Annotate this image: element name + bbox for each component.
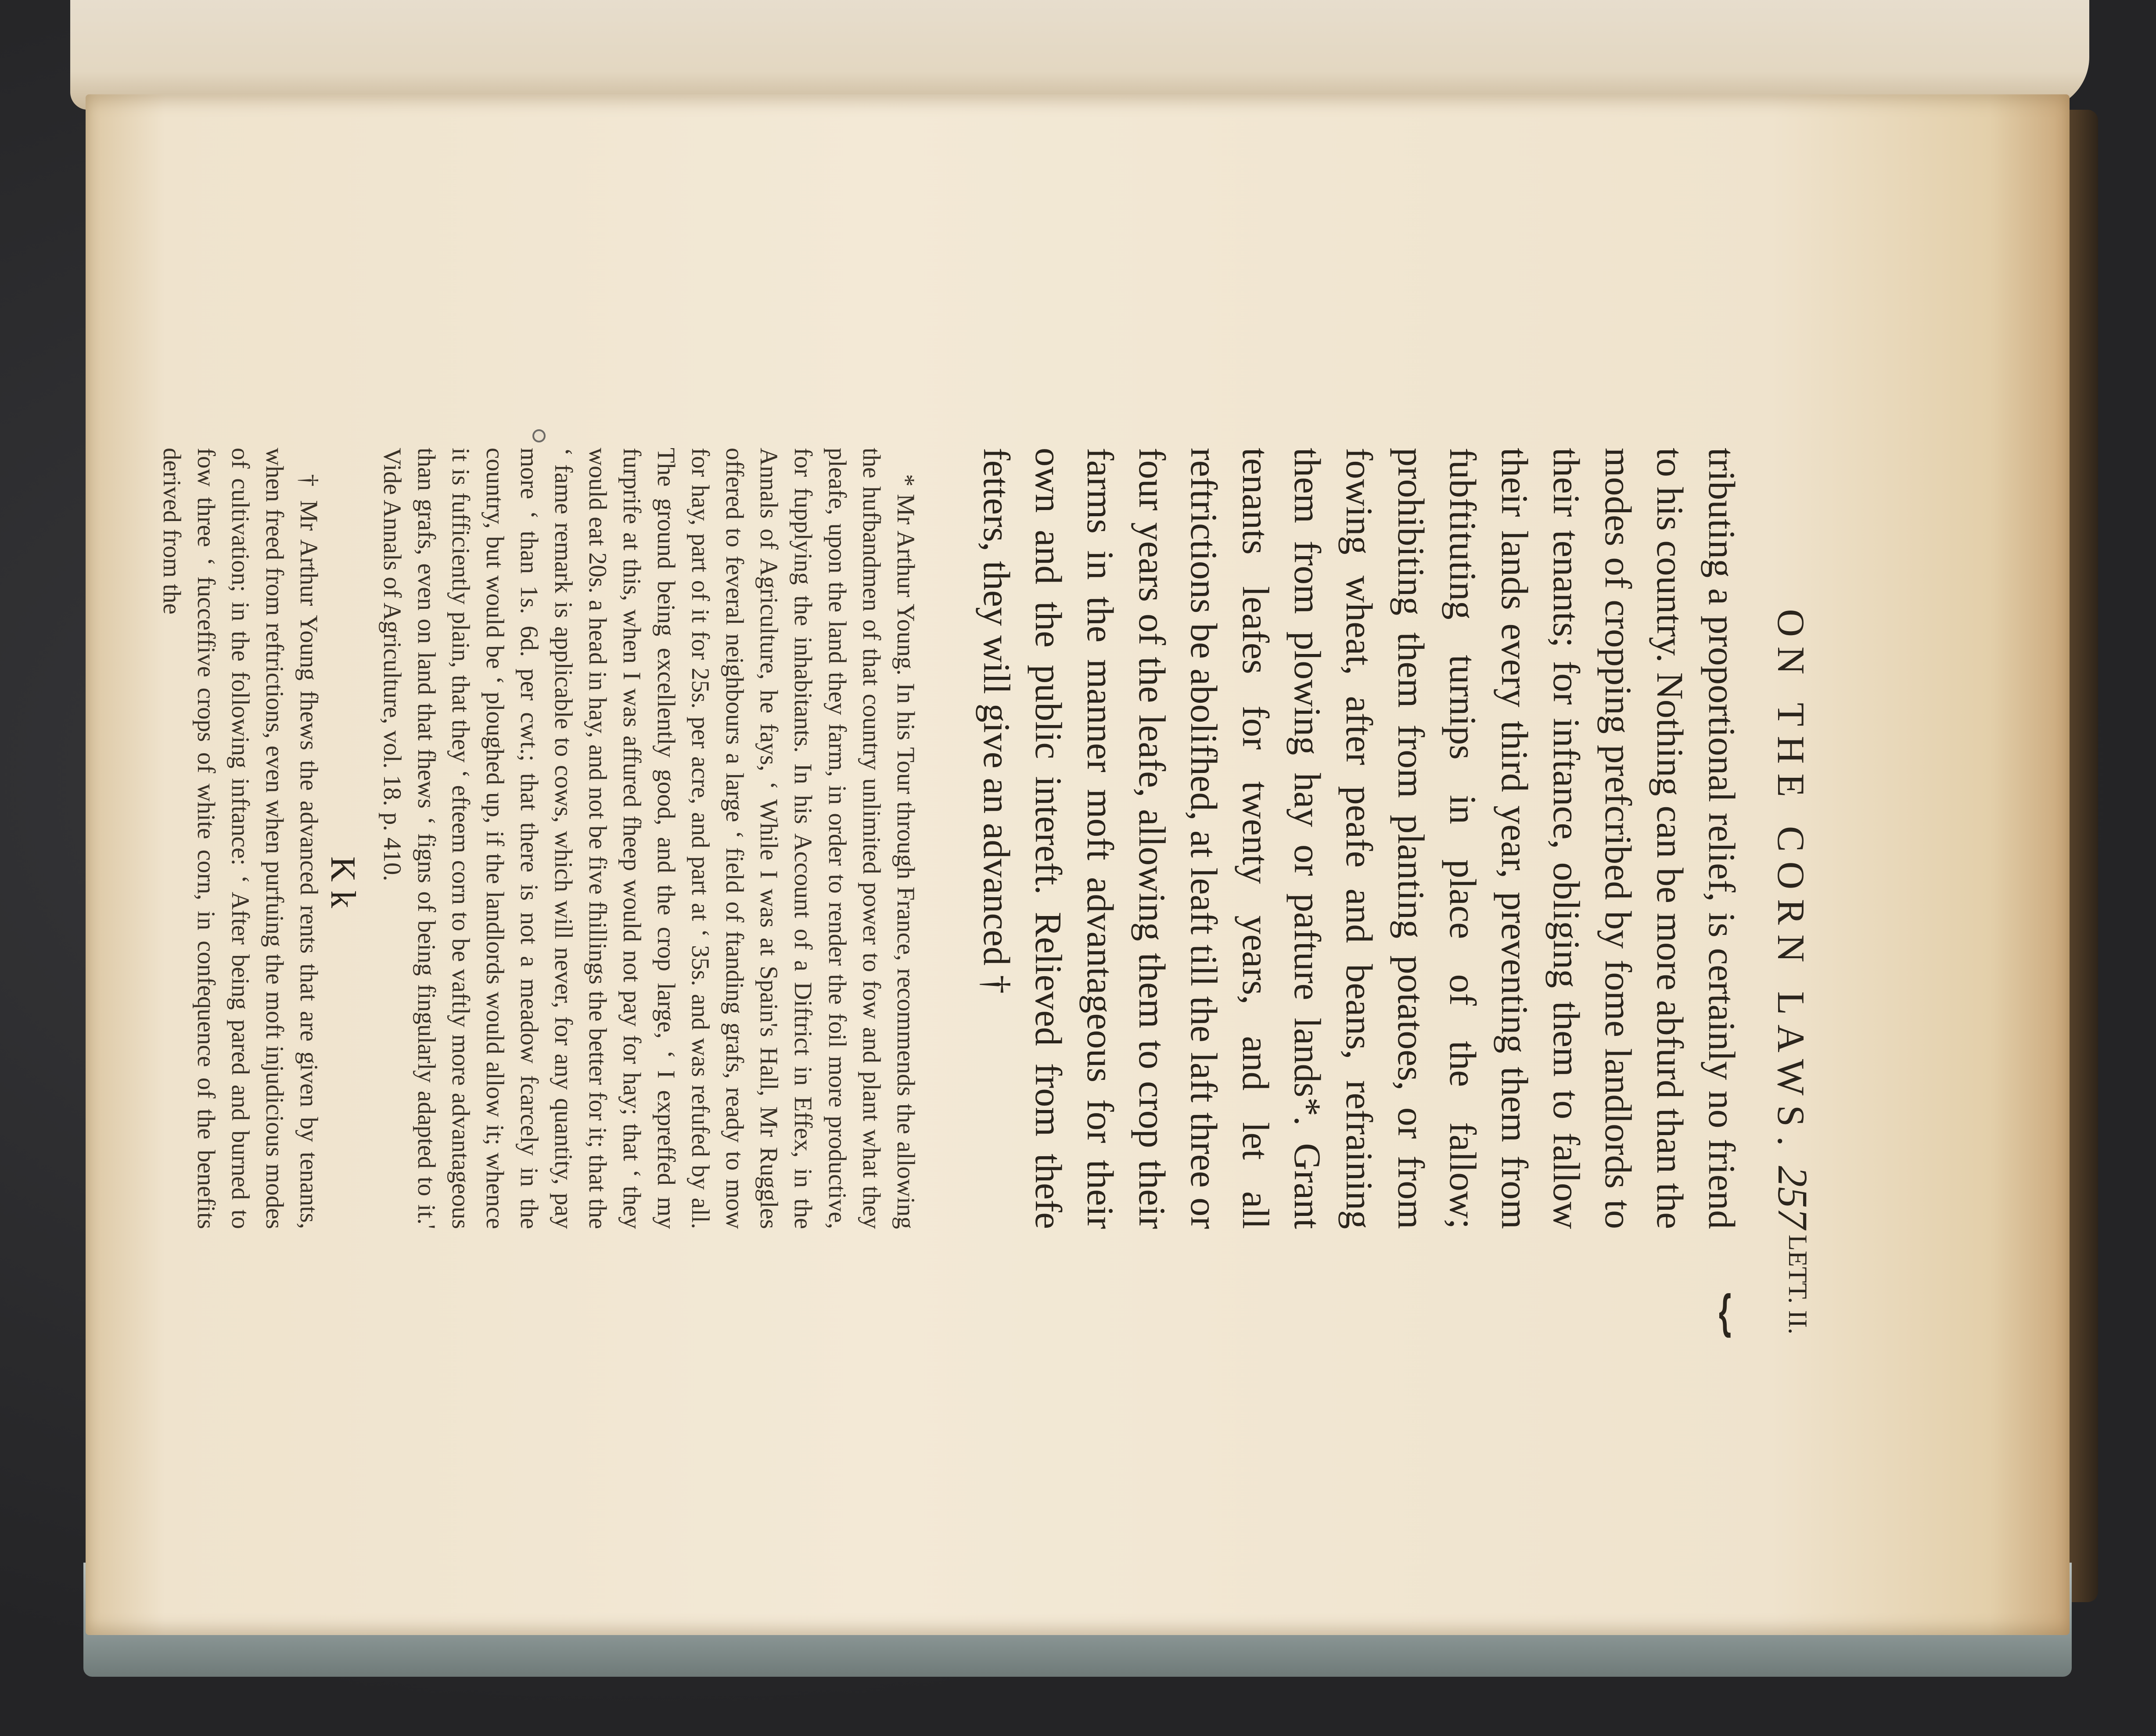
footnote-1: * Mr Arthur Young. In his Tour through France, recommends the allowing the hufbandmen of that country unlimited power to fow and plant what they pleafe, upon the land they farm, in order to render the foil more productive, for fupplying the inhabitants. In his Account of a Diftrict in Effex, in the Annals of Agriculture, he fays, ‘ While I was at Spain's Hall, Mr Ruggles offered to feveral neighbours a large ‘ field of ftanding grafs, ready to mow for hay, part of it for 25s. per acre, and part at ‘ 35s. and was refufed by all. The ground being excellently good, and the crop large, ‘ I expreffed my furprife at this, when I was affured fheep would not pay for hay; that ‘ they would eat 20s. a head in hay, and not be five fhillings the better for it; that the ‘ fame remark is applicable to cows, which will never, for any quantity, pay more ‘ than 1s. 6d. per cwt.; that there is not a meadow fcarcely in the country, but would be ‘ ploughed up, if the landlords would allow it; whence it is fufficiently plain, that they ‘ efteem corn to be vaftly more advantageous than grafs, even on land that fhews ‘ figns of being fingularly adapted to it.' Vide Annals of Agriculture, vol. 18. p. 410. <box>378 448 920 1229</box>
signature-mark: K k <box>323 856 362 908</box>
margin-brace-icon: ⏟ <box>1723 1292 1777 1339</box>
preceding-page-edge <box>70 0 2089 110</box>
letter-label: LETT. II. <box>1783 1234 1812 1334</box>
page-number: 257 <box>1769 1166 1816 1229</box>
footnotes <box>155 448 923 1229</box>
page-text-block <box>158 430 1826 1339</box>
running-head <box>1723 430 1826 1339</box>
footnote-2: † Mr Arthur Young fhews the advanced rents that are given by tenants, when freed from reftrictions, even when purfuing the moft injudicious modes of cultivation; in the following inftance: ‘ After being pared and burned to fow three ‘ fucceffive crops of white corn, in confequence of the benefits derived from the <box>158 448 323 1229</box>
running-title: ON THE CORN LAWS. <box>1769 609 1812 1156</box>
main-paragraph: tributing a proportional relief, is certainly no friend to his country. Nothing can be more abfurd than the modes of cropping prefcribed by fome landlords to their tenants; for inftance, obliging them to fallow their lands every third year, preventing them from fubftituting turnips in place of the fallow; prohibiting them from planting potatoes, or from fowing wheat, after peafe and beans, refraining them from plowing hay or pafture lands*. Grant tenants leafes for twenty years, and let all reftrictions be abolifhed, at leaft till the laft three or four years of the leafe, allowing them to crop their farms in the manner moft advantageous for their own and the public intereft. Relieved from thefe fetters, they will give an advanced † <box>976 448 1743 1229</box>
